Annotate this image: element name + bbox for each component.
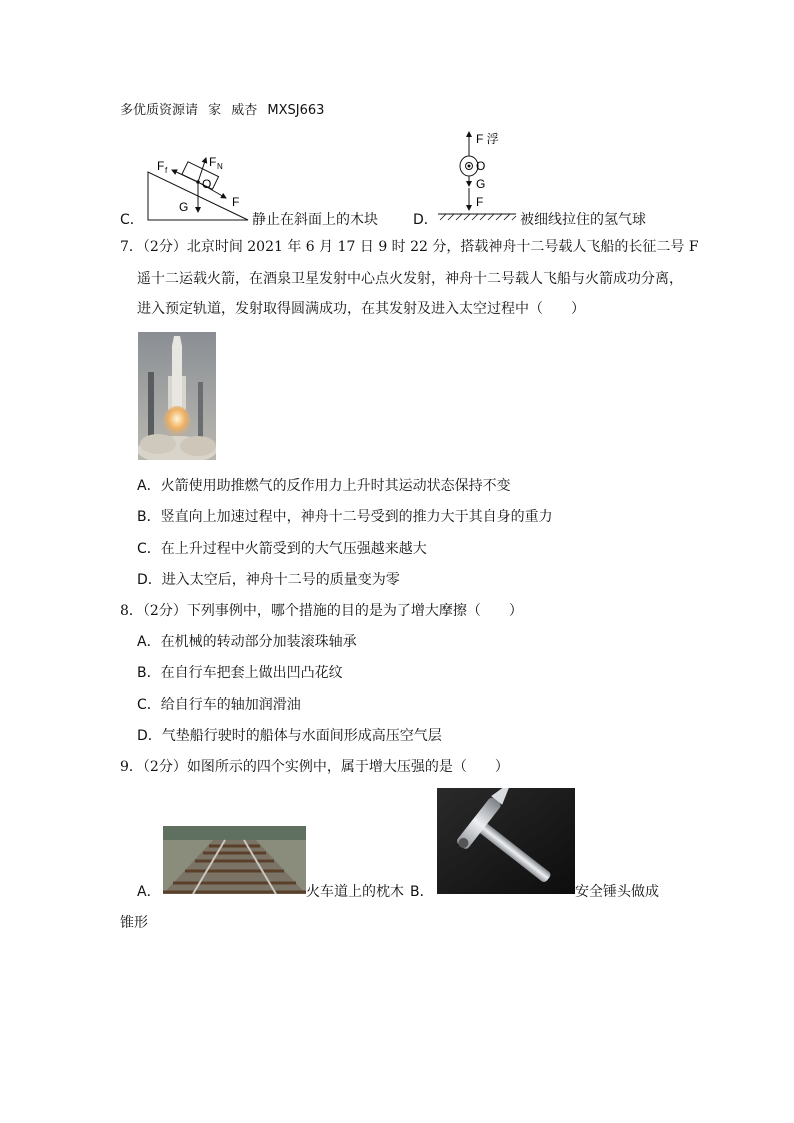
- label-g-d: G: [476, 177, 486, 191]
- q8-option-b: B．在自行车把套上做出凹凸花纹: [137, 665, 343, 681]
- label-g: G: [179, 200, 189, 214]
- safety-hammer-photo: [437, 788, 575, 894]
- q6-option-c-caption: 静止在斜面上的木块: [252, 212, 378, 228]
- label-ffloat: F 浮: [476, 132, 499, 146]
- label-fn: F: [209, 155, 217, 169]
- label-fn-sub: N: [217, 162, 223, 171]
- label-ff-sub: f: [165, 166, 168, 175]
- q9-option-b-caption-wrap: 锥形: [120, 915, 148, 931]
- railway-sleepers-photo: [163, 826, 306, 894]
- q7-option-b: B．竖直向上加速过程中，神舟十二号受到的推力大于其自身的重力: [137, 509, 553, 525]
- q7-stem-line1: 7．（2分）北京时间 2021 年 6 月 17 日 9 时 22 分，搭载神舟十二号载人飞船的长征二号 F: [120, 239, 699, 255]
- friction-arrow: [172, 170, 198, 182]
- q8-option-a: A．在机械的转动部分加装滚珠轴承: [137, 634, 357, 650]
- q8-option-d: D．气垫船行驶时的船体与水面间形成高压空气层: [137, 728, 442, 744]
- watermark-text: 多优质资源请 家 威杏 MXSJ663: [120, 103, 325, 118]
- label-ff: F: [157, 159, 165, 173]
- balloon-center: [468, 165, 471, 168]
- q9-option-b-letter: B．: [410, 884, 434, 900]
- incline-block-diagram: [140, 140, 252, 225]
- q7-option-a: A．火箭使用助推燃气的反作用力上升时其运动状态保持不变: [137, 478, 511, 494]
- q8-stem: 8．（2分）下列事例中，哪个措施的目的是为了增大摩擦（ ）: [120, 603, 523, 619]
- rocket-launch-photo: [138, 332, 216, 460]
- q7-option-c: C．在上升过程中火箭受到的大气压强越来越大: [137, 541, 427, 557]
- label-f-d: F: [476, 195, 484, 209]
- q9-option-a-caption: 火车道上的枕木: [306, 884, 404, 900]
- q6-option-c-letter: C．: [120, 212, 144, 228]
- q7-stem-line3: 进入预定轨道，发射取得圆满成功，在其发射及进入太空过程中（ ）: [137, 301, 585, 317]
- ground-hatch: [440, 214, 516, 220]
- balloon-diagram: [432, 126, 522, 226]
- q6-option-d-letter: D．: [413, 212, 438, 228]
- q7-stem-line2: 遥十二运载火箭，在酒泉卫星发射中心点火发射，神舟十二号载人飞船与火箭成功分离，: [137, 271, 683, 287]
- label-o-d: O: [476, 159, 486, 173]
- label-f: F: [232, 195, 240, 209]
- label-o: O: [202, 177, 212, 191]
- q8-option-c: C．给自行车的轴加润滑油: [137, 697, 301, 713]
- q9-stem: 9．（2分）如图所示的四个实例中，属于增大压强的是（ ）: [120, 759, 509, 775]
- q7-option-d: D．进入太空后，神舟十二号的质量变为零: [137, 572, 400, 588]
- q9-option-a-letter: A．: [137, 884, 161, 900]
- q9-option-b-caption: 安全锤头做成: [575, 884, 659, 900]
- q6-option-d-caption: 被细线拉住的氢气球: [520, 212, 646, 228]
